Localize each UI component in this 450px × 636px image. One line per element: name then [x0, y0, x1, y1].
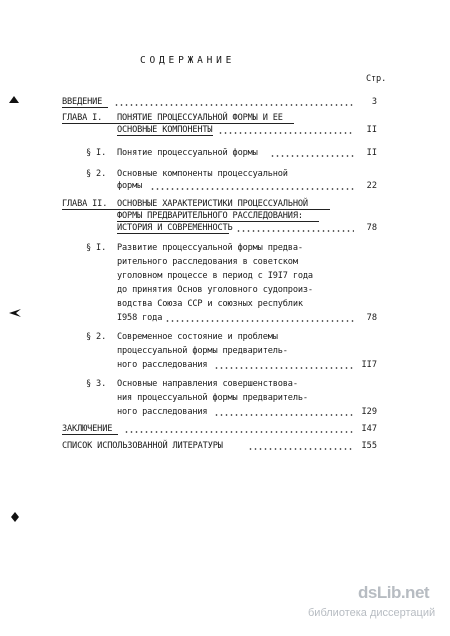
chapter-1-title: ПОНЯТИЕ ПРОЦЕССУАЛЬНОЙ ФОРМЫ И ЕЕ: [117, 113, 283, 123]
page-number: I47: [361, 424, 377, 434]
leader-dots: [150, 188, 354, 190]
section-title: Основные направления совершенствова-: [117, 379, 298, 389]
page-number: I29: [361, 407, 377, 417]
toc-entry-bibliography: СПИСОК ИСПОЛЬЗОВАННОЙ ЛИТЕРАТУРЫ: [62, 441, 223, 451]
page-number: II7: [361, 360, 377, 370]
chapter-1-underline: [117, 135, 213, 136]
toc-entry-conclusion: ЗАКЛЮЧЕНИЕ: [62, 424, 113, 434]
leader-dots: [114, 104, 354, 106]
section-number: § 2.: [86, 332, 107, 342]
leader-dots: [214, 414, 354, 416]
section-title: Современное состояние и проблемы: [117, 332, 278, 342]
page-number: 22: [366, 181, 377, 191]
conclusion-underline: [62, 434, 118, 435]
page-number: 78: [366, 313, 377, 323]
watermark-subtitle: библиотека диссертаций: [308, 607, 436, 619]
section-title: Понятие процессуальной формы: [117, 148, 258, 158]
margin-mark-top: [8, 95, 20, 105]
chapter-2-underline: [117, 233, 229, 234]
section-title: Развитие процессуальной формы предва-: [117, 243, 303, 253]
section-title: уголовном процессе в период с I9I7 года: [117, 271, 313, 281]
chapter-1-underline: [62, 123, 294, 124]
leader-dots: [124, 431, 354, 433]
section-number: § 3.: [86, 379, 107, 389]
chapter-2-title: ИСТОРИЯ И СОВРЕМЕННОСТЬ: [117, 223, 233, 233]
toc-title: СОДЕРЖАНИЕ: [140, 55, 236, 66]
section-title: рительного расследования в советском: [117, 257, 298, 267]
chapter-1-label: ГЛАВА I.: [62, 113, 103, 123]
page-number: 3: [371, 97, 377, 107]
leader-dots: [165, 320, 354, 322]
toc-entry-intro: ВВЕДЕНИЕ: [62, 97, 103, 107]
page-number: II: [366, 148, 377, 158]
chapter-2-title: ОСНОВНЫЕ ХАРАКТЕРИСТИКИ ПРОЦЕССУАЛЬНОЙ: [117, 199, 308, 209]
section-title: ного расследования: [117, 360, 208, 370]
section-title: процессуальной формы предваритель-: [117, 346, 288, 356]
watermark-logo: dsLib.net: [358, 583, 430, 602]
section-title: Основные компоненты процессуальной: [117, 169, 288, 179]
intro-underline: [62, 107, 108, 108]
page-number: II: [366, 125, 377, 135]
chapter-2-underline: [117, 221, 319, 222]
page-number: I55: [361, 441, 377, 451]
chapter-2-underline: [62, 209, 330, 210]
page-column-header: Стр.: [366, 74, 387, 84]
page-number: 78: [366, 223, 377, 233]
section-number: § I.: [86, 243, 107, 253]
leader-dots: [214, 367, 354, 369]
section-number: § 2.: [86, 169, 107, 179]
chapter-2-title: ФОРМЫ ПРЕДВАРИТЕЛЬНОГО РАССЛЕДОВАНИЯ:: [117, 211, 303, 221]
section-title: ного расследования: [117, 407, 208, 417]
chapter-2-label: ГЛАВА II.: [62, 199, 108, 209]
section-title: I958 года: [117, 313, 163, 323]
section-title: формы: [117, 181, 143, 191]
section-title: ния процессуальной формы предваритель-: [117, 393, 308, 403]
section-number: § I.: [86, 148, 107, 158]
margin-mark-middle: [8, 308, 22, 318]
section-title: до принятия Основ уголовного судопроиз-: [117, 285, 313, 295]
leader-dots: [218, 132, 354, 134]
section-title: водства Союза ССР и союзных республик: [117, 299, 303, 309]
chapter-1-title: ОСНОВНЫЕ КОМПОНЕНТЫ: [117, 125, 213, 135]
margin-mark-bottom: [10, 512, 20, 522]
